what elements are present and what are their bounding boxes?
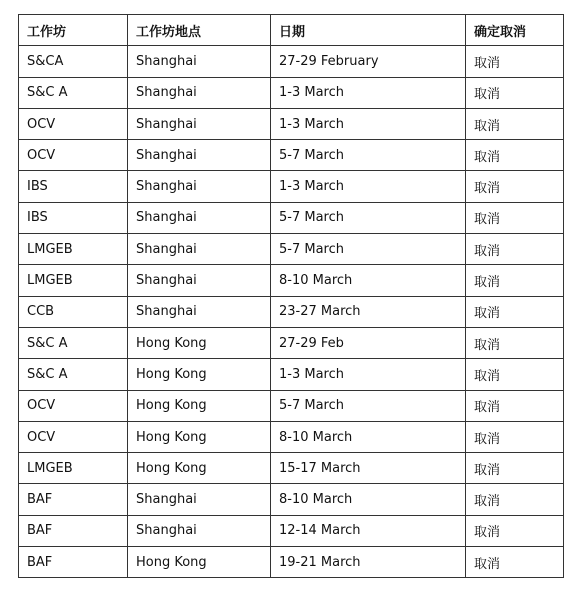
cell-location: Shanghai	[128, 171, 271, 202]
cell-location: Hong Kong	[128, 390, 271, 421]
cell-date: 19-21 March	[271, 547, 466, 578]
cell-cancel-status: 取消	[466, 327, 564, 358]
cell-location: Shanghai	[128, 515, 271, 546]
cell-workshop: LMGEB	[19, 265, 128, 296]
table-row	[19, 453, 564, 484]
cell-workshop: LMGEB	[19, 234, 128, 265]
table-row	[19, 359, 564, 390]
cell-location: Hong Kong	[128, 359, 271, 390]
cell-location: Shanghai	[128, 484, 271, 515]
table-row	[19, 140, 564, 171]
table-row	[19, 484, 564, 515]
cell-cancel-status: 取消	[466, 296, 564, 327]
cell-date: 8-10 March	[271, 421, 466, 452]
cell-workshop: BAF	[19, 515, 128, 546]
cell-cancel-status: 取消	[466, 453, 564, 484]
cell-date: 12-14 March	[271, 515, 466, 546]
cell-date: 27-29 February	[271, 46, 466, 77]
cell-date: 8-10 March	[271, 265, 466, 296]
cell-date: 5-7 March	[271, 390, 466, 421]
cell-location: Shanghai	[128, 108, 271, 139]
cell-workshop: OCV	[19, 421, 128, 452]
cell-workshop: OCV	[19, 140, 128, 171]
table-row	[19, 390, 564, 421]
cell-workshop: S&C A	[19, 327, 128, 358]
cell-location: Hong Kong	[128, 547, 271, 578]
cell-date: 1-3 March	[271, 77, 466, 108]
cell-date: 1-3 March	[271, 171, 466, 202]
cell-workshop: LMGEB	[19, 453, 128, 484]
workshop-cancellation-table	[18, 14, 564, 578]
cell-workshop: S&C A	[19, 359, 128, 390]
cell-cancel-status: 取消	[466, 108, 564, 139]
cell-date: 5-7 March	[271, 234, 466, 265]
cell-cancel-status: 取消	[466, 547, 564, 578]
cell-date: 15-17 March	[271, 453, 466, 484]
cell-cancel-status: 取消	[466, 421, 564, 452]
table-row	[19, 108, 564, 139]
header-workshop: 工作坊	[19, 15, 128, 46]
cell-cancel-status: 取消	[466, 359, 564, 390]
cell-cancel-status: 取消	[466, 171, 564, 202]
cell-workshop: IBS	[19, 202, 128, 233]
cell-location: Hong Kong	[128, 421, 271, 452]
cell-workshop: OCV	[19, 390, 128, 421]
cell-date: 23-27 March	[271, 296, 466, 327]
cell-workshop: BAF	[19, 547, 128, 578]
workshop-cancellation-table-container	[18, 14, 564, 578]
header-location: 工作坊地点	[128, 15, 271, 46]
cell-date: 1-3 March	[271, 359, 466, 390]
table-row	[19, 327, 564, 358]
table-row	[19, 77, 564, 108]
table-row	[19, 296, 564, 327]
cell-location: Shanghai	[128, 265, 271, 296]
cell-cancel-status: 取消	[466, 265, 564, 296]
cell-location: Shanghai	[128, 77, 271, 108]
cell-workshop: S&CA	[19, 46, 128, 77]
cell-date: 5-7 March	[271, 140, 466, 171]
table-row	[19, 202, 564, 233]
cell-location: Shanghai	[128, 296, 271, 327]
cell-location: Shanghai	[128, 202, 271, 233]
cell-date: 8-10 March	[271, 484, 466, 515]
table-row	[19, 515, 564, 546]
table-row	[19, 265, 564, 296]
cell-date: 27-29 Feb	[271, 327, 466, 358]
cell-cancel-status: 取消	[466, 140, 564, 171]
table-row	[19, 421, 564, 452]
cell-location: Hong Kong	[128, 327, 271, 358]
cell-workshop: IBS	[19, 171, 128, 202]
cell-cancel-status: 取消	[466, 390, 564, 421]
table-row	[19, 171, 564, 202]
cell-location: Shanghai	[128, 140, 271, 171]
cell-cancel-status: 取消	[466, 234, 564, 265]
cell-cancel-status: 取消	[466, 515, 564, 546]
cell-date: 1-3 March	[271, 108, 466, 139]
cell-date: 5-7 March	[271, 202, 466, 233]
table-row	[19, 234, 564, 265]
cell-workshop: BAF	[19, 484, 128, 515]
table-body	[19, 46, 564, 578]
cell-cancel-status: 取消	[466, 202, 564, 233]
table-header	[19, 15, 564, 46]
table-row	[19, 46, 564, 77]
cell-workshop: S&C A	[19, 77, 128, 108]
cell-workshop: CCB	[19, 296, 128, 327]
cell-location: Shanghai	[128, 46, 271, 77]
header-date: 日期	[271, 15, 466, 46]
cell-location: Shanghai	[128, 234, 271, 265]
cell-cancel-status: 取消	[466, 484, 564, 515]
header-cancel-status: 确定取消	[466, 15, 564, 46]
cell-location: Hong Kong	[128, 453, 271, 484]
table-row	[19, 547, 564, 578]
cell-cancel-status: 取消	[466, 46, 564, 77]
cell-cancel-status: 取消	[466, 77, 564, 108]
cell-workshop: OCV	[19, 108, 128, 139]
header-row	[19, 15, 564, 46]
